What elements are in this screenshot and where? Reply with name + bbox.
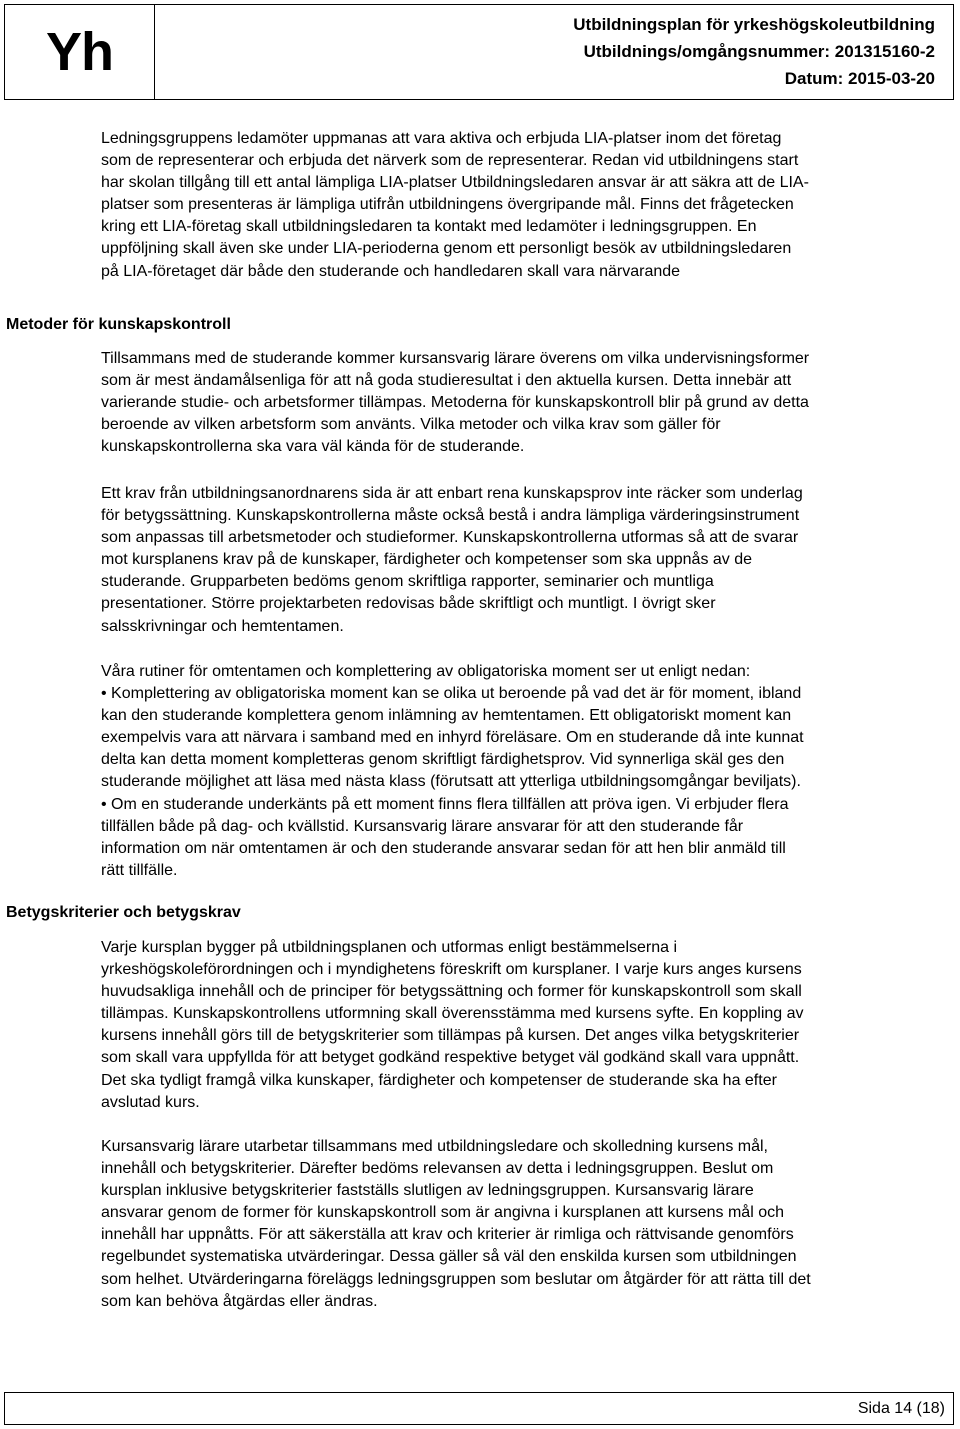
document-date: Datum: 2015-03-20: [784, 69, 935, 88]
page-header: [4, 4, 954, 100]
yh-logo: Yh: [5, 5, 155, 99]
grading-paragraph-2: Kursansvarig lärare utarbetar tillsammans med utbildningsledare och skolledning kursens mål, innehåll och betygskriterier. Därefter bedöms relevansen av detta i ledningsgruppen. Beslut om kursplan inklusive betygskriterier fastställs slutligen av ledningsgruppen. Kursansvarig lärare ansvarar genom de former för kunskapskontroll som är angivna i kursplanen att kursens mål och innehåll har uppnåtts. För att säkerställa att krav och kriterier är rimliga och rättvisande genomförs regelbundet systematiska utvärderingar. Dessa gäller så väl den enskilda kursen som utbildningen som helhet. Utvärderingarna föreläggs ledningsgruppen som beslutar om åtgärder för att rätta till det som kan behöva åtgärdas eller ändras.: [101, 1138, 811, 1310]
intro-paragraph: Ledningsgruppens ledamöter uppmanas att vara aktiva och erbjuda LIA-platser inom det företag som de representerar och erbjuda det närverk som de representerar. Redan vid utbildningens start har skolan tillgång till ett antal lämpliga LIA-platser Utbildningsledaren ansvar är att säkra att de LIA- platser som presenteras är lämpliga utifrån utbildningens övergripande mål. Finns det frågetecken kring ett LIA-företag skall utbildningsledaren ta kontakt med ledamöter i ledningsgruppen. En uppföljning skall även ske under LIA-perioderna genom ett personligt besök av utbildningsledaren på LIA-företaget där både den studerande och handledaren skall vara närvarande: [101, 130, 809, 280]
header-info: [573, 11, 935, 92]
grading-heading: Betygskriterier och betygskrav: [6, 904, 241, 921]
document-title: Utbildningsplan för yrkeshögskoleutbildning: [573, 15, 935, 34]
methods-paragraph-1: Tillsammans med de studerande kommer kursansvarig lärare överens om vilka undervisningsformer som är mest ändamålsenliga för att nå goda studieresultat i den aktuella kursen. Detta innebär att varierande studie- och arbetsformer tillämpas. Metoderna för kunskapskontroll blir på grund av detta beroende av vilken arbetsform som använts. Vilka metoder och vilka krav som gäller för kunskapskontrollerna ska vara väl kända för de studerande.: [101, 350, 810, 456]
program-number: Utbildnings/omgångsnummer: 201315160-2: [583, 42, 935, 61]
page-number: Sida 14 (18): [857, 1400, 945, 1417]
methods-paragraph-3: Våra rutiner för omtentamen och komplettering av obligatoriska moment ser ut enligt nedan: • Komplettering av obligatoriska moment kan se olika ut beroende på vad det är för moment, ibland kan den studerande komplettera genom inlämning av hemtentamen. Ett obligatoriskt moment kan exempelvis vara att närvara i samband med en inhyrd föreläsare. Om en studerande då inte kunnat delta kan detta moment kompletteras genom skriftligt färdighetsprov. Vid synnerliga skäl ges den studerande möjlighet att läsa med nästa klass (förutsatt att ytterliga utbildningsomgångar beviljats). • Om en studerande underkänts på ett moment finns flera tillfällen att pröva igen. Vi erbjuder flera tillfällen både på dag- och kvällstid. Kursansvarig lärare ansvarar för att den studerande får information om när omtentamen är och den studerande ansvarar sedan för att hen blir anmäld till rätt tillfälle.: [101, 663, 804, 879]
page-footer: [4, 1392, 954, 1425]
methods-paragraph-2: Ett krav från utbildningsanordnarens sida är att enbart rena kunskapsprov inte räcker som underlag för betygssättning. Kunskapskontrollerna måste också bestå i andra lämpliga värderingsinstrument som anpassas till arbetsmetoder och studieformer. Kunskapskontrollerna utformas så att de svarar mot kursplanens krav på de kunskaper, färdigheter och kompetenser som ska uppnås av de studerande. Grupparbeten bedöms genom skriftliga rapporter, seminarier och muntliga presentationer. Större projektarbeten redovisas både skriftligt och muntligt. I övrigt sker salsskrivningar och hemtentamen.: [101, 485, 803, 635]
grading-paragraph-1: Varje kursplan bygger på utbildningsplanen och utformas enligt bestämmelserna i yrkeshögskoleförordningen och i myndighetens föreskrift om kursplaner. I varje kurs anges kursens huvudsakliga innehåll och de principer för betygssättning och former för kunskapskontroll som skall tillämpas. Kunskapskontrollens utformning skall överensstämma med kursens syfte. En koppling av kursens innehåll görs till de betygskriterier som tillämpas på kursen. Det anges vilka betygskriterier som skall vara uppfyllda för att betyget godkänd respektive betyget väl godkänd skall vara uppnått. Det ska tydligt framgå vilka kunskaper, färdigheter och kompetenser de studerande ska ha efter avslutad kurs.: [101, 939, 804, 1111]
methods-heading: Metoder för kunskapskontroll: [6, 316, 231, 333]
